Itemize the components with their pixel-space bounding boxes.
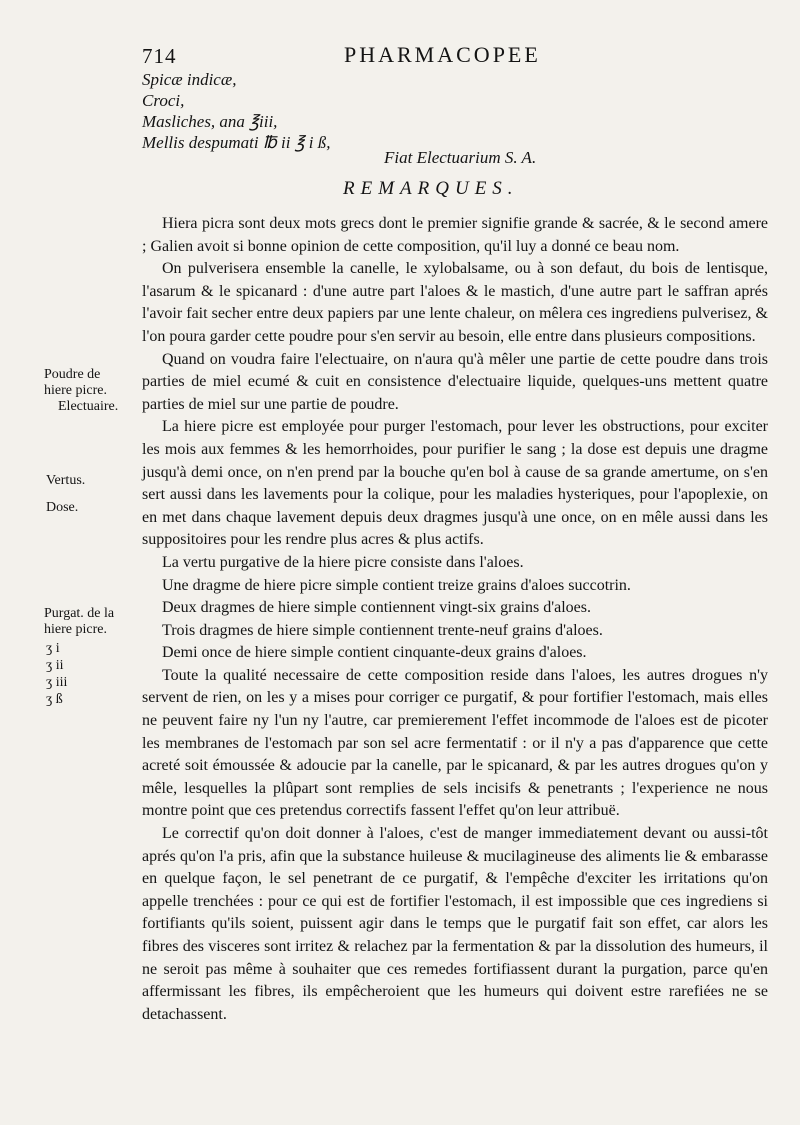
- paragraph: La hiere picre est employée pour purger l'estomach, pour lever les obstructions, pour exciter les mois aux femmes & les hemorrhoides, pour purifier le sang ; la dose est depuis une dragme jusqu'à demi once, on n'en prend par la bouche qu'en bol à cause de sa grande amertume, on s'en sert aussi dans les lavements pour la colique, pour les maladies hysteriques, pour l'apoplexie, on en met dans chaque lavement depuis deux dragmes jusqu'à une once, on en mêle aussi dans les suppositoires pour les rendre plus acres & plus actifs.: [142, 418, 768, 549]
- section-heading: REMARQUES.: [343, 178, 519, 199]
- paragraph: Demi once de hiere simple contient cinquante-deux grains d'aloes.: [162, 644, 587, 662]
- recipe-line: Spicæ indicæ,: [142, 70, 237, 89]
- paragraph: Quand on voudra faire l'electuaire, on n'aura qu'à mêler une partie de cette poudre dans trois parties de miel ecumé & cuit en consistence d'electuaire liquide, quelques-uns mettent quatre parties de miel sur une partie de poudre.: [142, 350, 768, 413]
- running-header: [142, 42, 768, 70]
- margin-note-dose: Dose.: [46, 500, 79, 515]
- margin-note-line: hiere picre.: [44, 622, 107, 637]
- recipe-list: [142, 69, 331, 153]
- margin-note-line: Poudre de: [44, 367, 101, 382]
- margin-note-line: hiere picre.: [44, 383, 107, 398]
- paragraph: Trois dragmes de hiere simple contiennent trente-neuf grains d'aloes.: [162, 621, 603, 639]
- fiat-line: Fiat Electuarium S. A.: [384, 148, 537, 167]
- dose-mark: ʒ ii: [46, 658, 64, 673]
- margin-note-line: Purgat. de la: [44, 606, 115, 621]
- margin-note-vertus: Vertus.: [46, 473, 86, 488]
- paragraph: Hiera picra sont deux mots grecs dont le premier signifie grande & sacrée, & le second amere ; Galien avoit si bonne opinion de cette composition, qu'il luy a donné ce beau nom.: [142, 215, 768, 255]
- dose-mark: ʒ iii: [46, 675, 68, 690]
- paragraph: Toute la qualité necessaire de cette composition reside dans l'aloes, les autres drogues n'y servent de rien, on les y a mises pour corriger ce purgatif, & pour fortifier l'estomach, mais elles ne peuvent faire ny l'un ny l'autre, car premierement l'effet incommode de l'aloes est de picoter les membranes de l'estomach par son sel acre fermentatif : or il n'y a pas d'apparence que cette acreté soit émoussée & adoucie par la canelle, par le spicanard, & par les autres drogues qu'on y mêle, lesquelles la plûpart sont remplies de sels incisifs & penetrants ; l'experience ne nous montre point que ces pretendus correctifs fassent l'effet qu'on leur attribuë.: [142, 666, 768, 820]
- paragraph: Deux dragmes de hiere simple contiennent vingt-six grains d'aloes.: [162, 599, 591, 617]
- paragraph: Une dragme de hiere picre simple contient treize grains d'aloes succotrin.: [162, 576, 631, 594]
- recipe-line: Croci,: [142, 91, 185, 110]
- margin-doses: [46, 640, 67, 708]
- body-text: [142, 213, 768, 1026]
- recipe-line: Masliches, ana ℥iii,: [142, 112, 278, 131]
- running-title: PHARMACOPEE: [344, 42, 541, 67]
- page-number: 714: [142, 44, 177, 68]
- margin-note-purgat: [44, 606, 114, 638]
- dose-mark: ʒ i: [46, 641, 60, 656]
- recipe-line: Mellis despumati ℔ ii ℥ i ß,: [142, 133, 331, 152]
- paragraph: Le correctif qu'on doit donner à l'aloes, c'est de manger immediatement devant ou aussi-tôt aprés qu'on l'a pris, afin que la substance huileuse & mucilagineuse des aliments lie & embarasse en quelque façon, le sel penetrant de ce purgatif, & l'empêche d'exciter les irritations qu'on appelle trenchées : pour ce qui est de fortifier l'estomach, il est impossible que ces ingrediens si fortifiants qu'ils soient, puissent agir dans le temps que le purgatif fait son effet, car alors les fibres des visceres sont irritez & relachez par la fermentation & par la dissolution des humeurs, il ne seroit pas même à souhaiter que ces remedes fortifiassent durant la purgation, parce qu'en affermissant les fibres, ils empêcheroient que les humeurs qui doivent estre rarefiées ne se detachassent.: [142, 825, 768, 1023]
- paragraph: On pulverisera ensemble la canelle, le xylobalsame, ou à son defaut, du bois de lentisque, l'asarum & le spicanard : d'une autre part l'aloes & le mastich, d'une autre part le saffran aprés l'avoir fait secher entre deux papiers par une lente chaleur, on mêlera ces ingrediens pulverisez, & l'on poura garder cette poudre pour s'en servir au besoin, elle entre dans plusieurs compositions.: [142, 260, 768, 345]
- dose-mark: ʒ ß: [46, 692, 63, 707]
- margin-note-poudre: [44, 367, 118, 415]
- paragraph: La vertu purgative de la hiere picre consiste dans l'aloes.: [162, 553, 524, 571]
- margin-note-line: Electuaire.: [58, 399, 119, 414]
